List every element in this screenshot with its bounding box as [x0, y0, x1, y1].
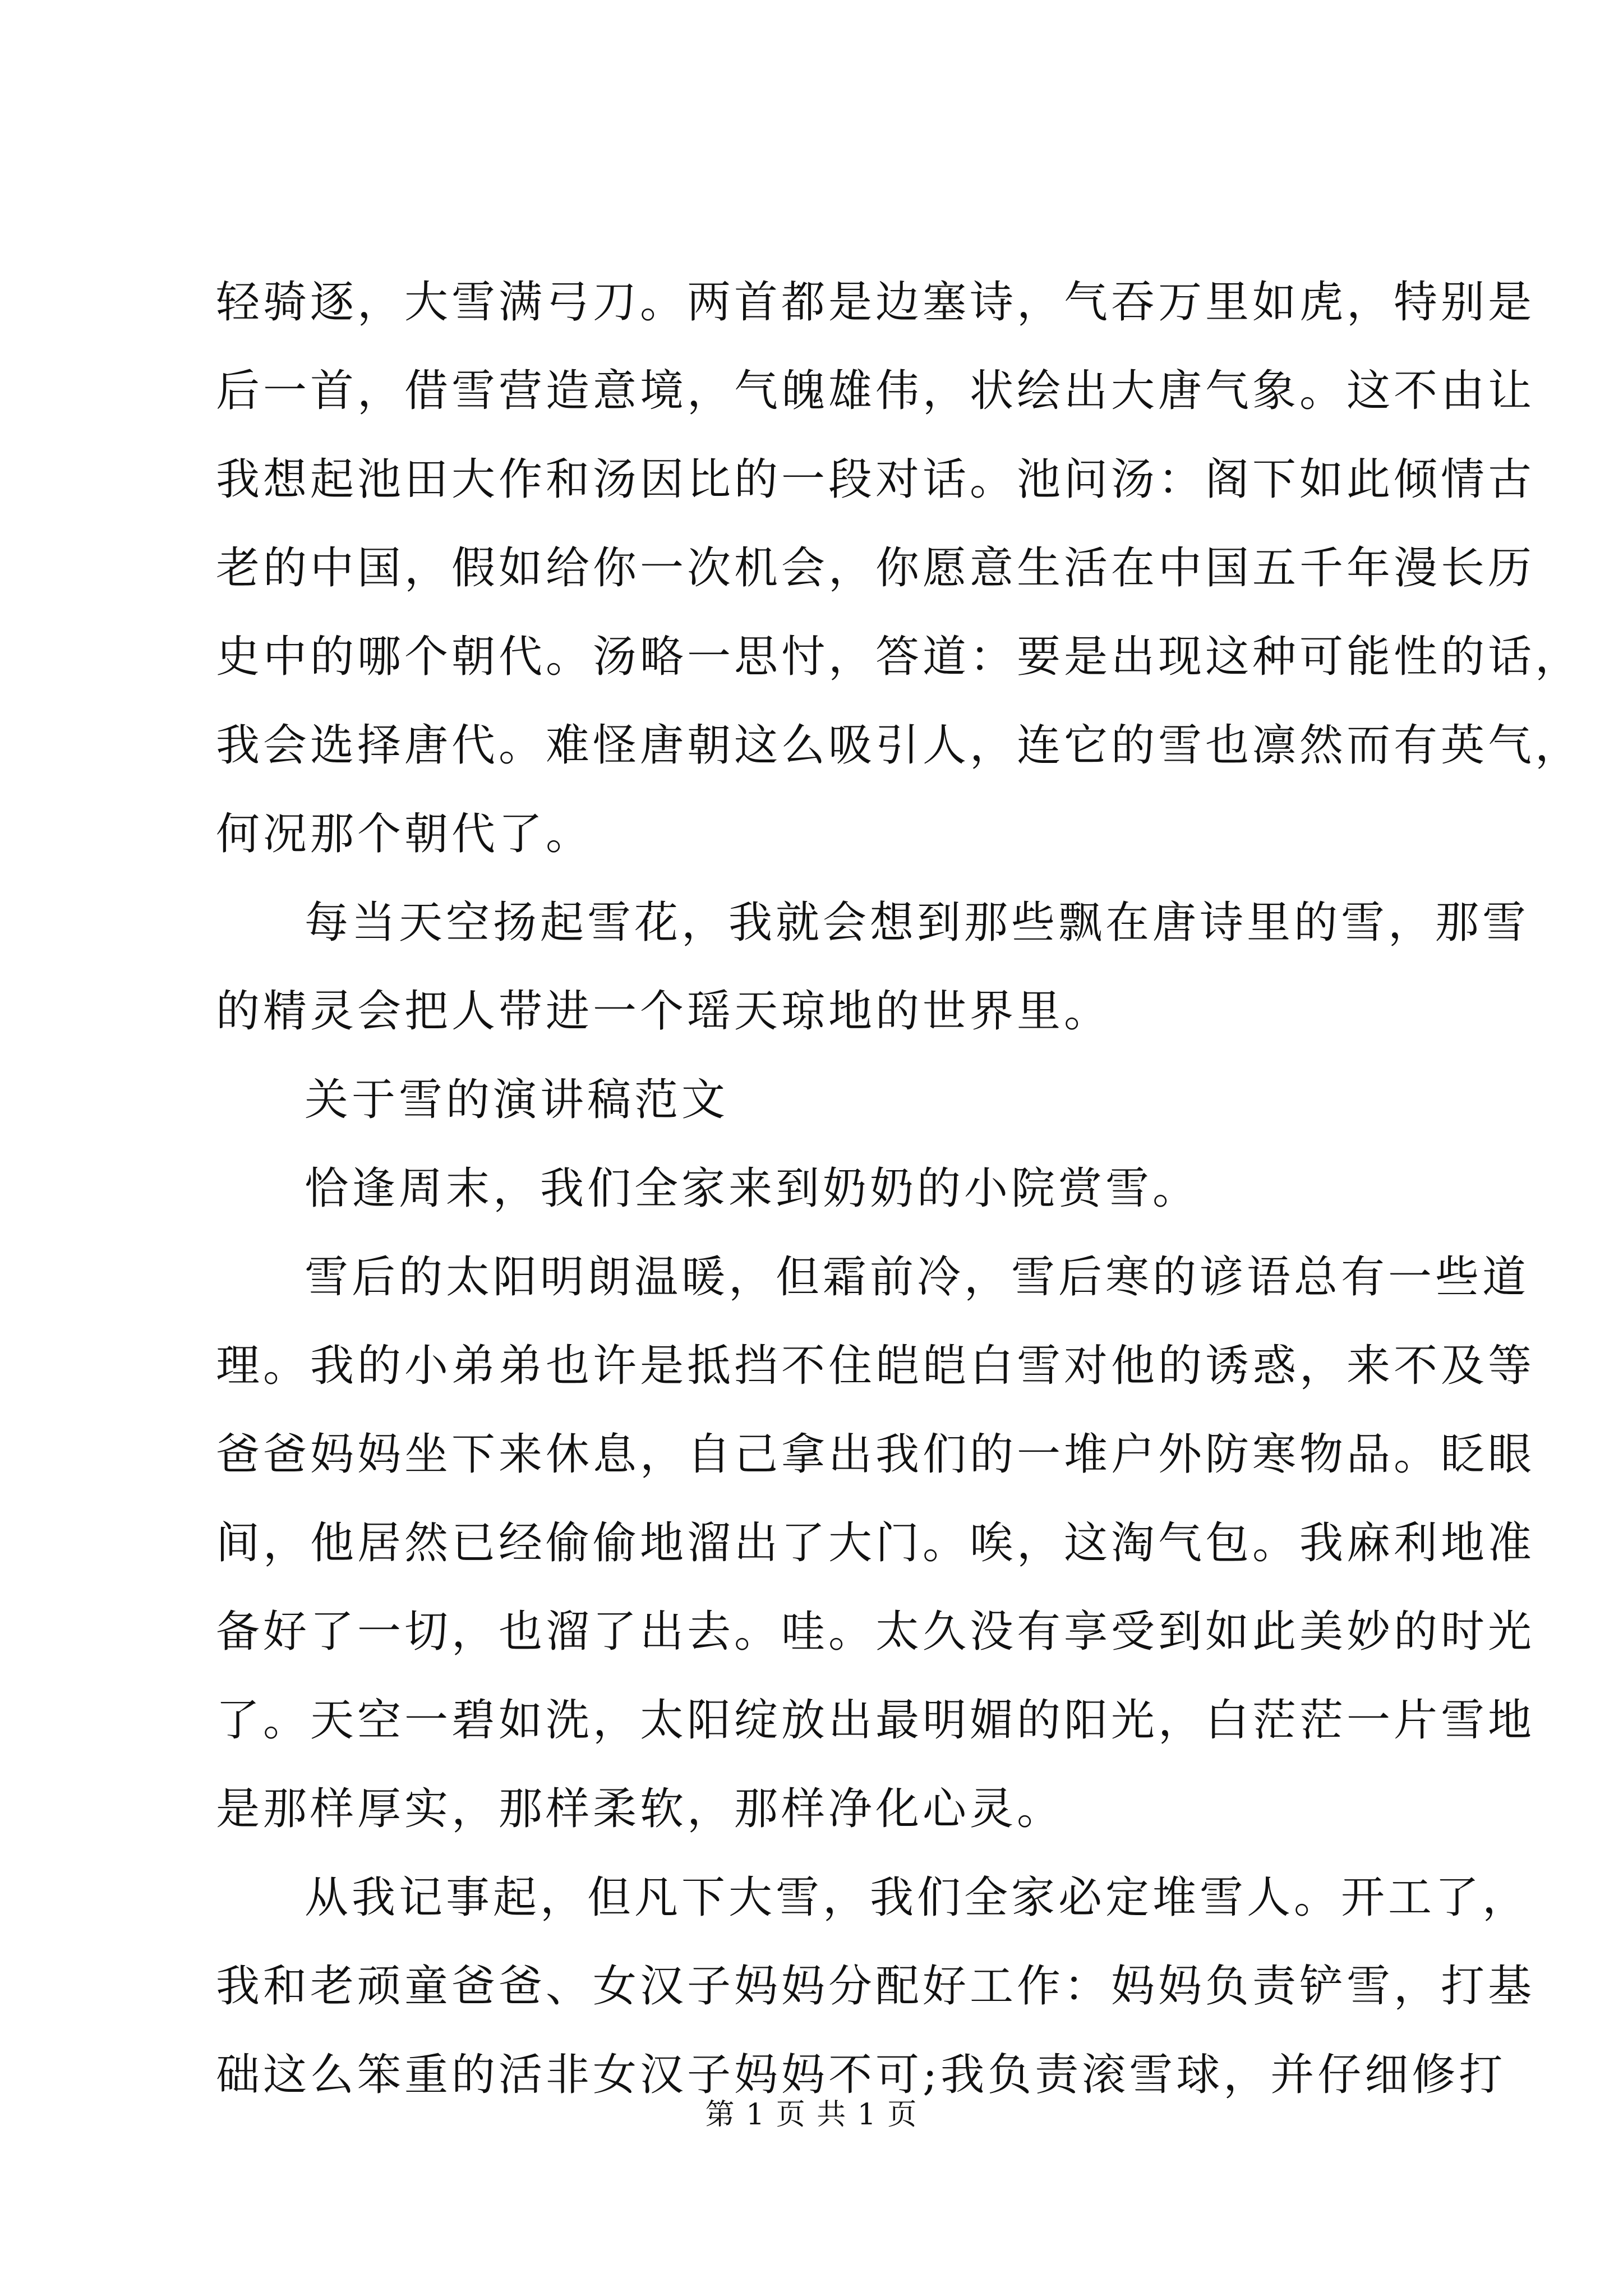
- text-line: 了。天空一碧如洗，太阳绽放出最明媚的阳光，白茫茫一片雪地: [216, 1695, 1536, 1746]
- text-line: 的精灵会把人带进一个瑶天琼地的世界里。: [216, 986, 1112, 1037]
- text-line: 间，他居然已经偷偷地溜出了大门。唉，这淘气包。我麻利地准: [216, 1518, 1536, 1568]
- text-line: 轻骑逐，大雪满弓刀。两首都是边塞诗，气吞万里如虎，特别是: [216, 277, 1536, 328]
- text-line: 我想起池田大作和汤因比的一段对话。池问汤：阁下如此倾情古: [216, 454, 1536, 505]
- text-line: 后一首，借雪营造意境，气魄雄伟，状绘出大唐气象。这不由让: [216, 366, 1536, 416]
- text-line: 史中的哪个朝代。汤略一思忖，答道：要是出现这种可能性的话，: [216, 632, 1583, 682]
- document-body: [216, 258, 1583, 2119]
- paragraph-start-line: 从我记事起，但凡下大雪，我们全家必定堆雪人。开工了，: [305, 1872, 1530, 1923]
- paragraph-start-line: 恰逢周末，我们全家来到奶奶的小院赏雪。: [305, 1163, 1200, 1214]
- paragraph-start-line: 每当天空扬起雪花，我就会想到那些飘在唐诗里的雪，那雪: [305, 898, 1530, 948]
- text-line: 备好了一切，也溜了出去。哇。太久没有享受到如此美妙的时光: [216, 1607, 1536, 1657]
- paragraph-start-line: 雪后的太阳明朗温暖，但霜前冷，雪后寒的谚语总有一些道: [305, 1252, 1530, 1303]
- text-line: 是那样厚实，那样柔软，那样净化心灵。: [216, 1784, 1064, 1834]
- page-number-footer: 第 1 页 共 1 页: [705, 2098, 918, 2132]
- text-line: 础这么笨重的活非女汉子妈妈不可;我负责滚雪球，并仔细修打: [216, 2050, 1506, 2100]
- text-line: 我会选择唐代。难怪唐朝这么吸引人，连它的雪也凛然而有英气，: [216, 720, 1583, 771]
- text-line: 理。我的小弟弟也许是抵挡不住皑皑白雪对他的诱惑，来不及等: [216, 1341, 1536, 1391]
- section-heading: 关于雪的演讲稿范文: [305, 1075, 729, 1125]
- text-line: 老的中国，假如给你一次机会，你愿意生活在中国五千年漫长历: [216, 543, 1536, 593]
- text-line: 我和老顽童爸爸、女汉子妈妈分配好工作：妈妈负责铲雪，打基: [216, 1961, 1536, 2012]
- text-line: 何况那个朝代了。: [216, 809, 593, 859]
- text-line: 爸爸妈妈坐下来休息，自己拿出我们的一堆户外防寒物品。眨眼: [216, 1429, 1536, 1480]
